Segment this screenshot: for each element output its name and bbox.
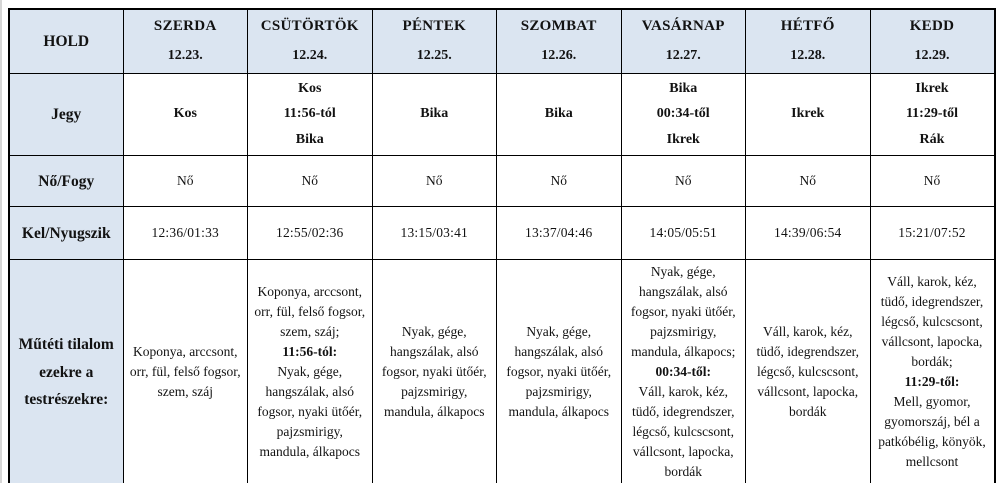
body-parts-text: Koponya, arccsont, orr, fül, felső fogsor, szem, száj; [254, 284, 366, 340]
row-kel-nyugszik [9, 207, 995, 260]
cell-nofogy-pentek: Nő [372, 156, 497, 207]
cell-muteti-szombat [497, 260, 622, 483]
day-name: SZERDA [153, 18, 217, 35]
cell-muteti-vasarnap [621, 260, 746, 483]
row-label-no-fogy: Nő/Fogy [9, 156, 123, 207]
cell-muteti-hetfo [746, 260, 871, 483]
day-date: 12.28. [790, 48, 826, 64]
cell-jegy-csutortok [248, 73, 373, 156]
zodiac-change-time: 11:56-tól [283, 106, 336, 122]
header-cell-szombat [497, 9, 622, 73]
body-parts-text: Nyak, gége, hangszálak, alsó fogsor, nyaki ütőér, pajzsmirigy, mandula, álkapocs [257, 364, 363, 460]
day-date: 12.25. [416, 48, 452, 64]
header-cell-vasarnap [621, 9, 746, 73]
cell-nofogy-csutortok: Nő [248, 156, 373, 207]
day-date: 12.23. [167, 48, 203, 64]
zodiac-value: Ikrek [915, 80, 949, 96]
cell-kel-kedd: 15:21/07:52 [870, 207, 995, 260]
change-time-text: 00:34-től: [655, 364, 711, 380]
zodiac-value: Kos [173, 106, 197, 122]
body-parts-text: Váll, karok, kéz, tüdő, idegrendszer, légcső, kulcscsont, vállcsont, lapocka, bordák [631, 384, 735, 480]
moon-calendar-table [8, 8, 996, 483]
day-name: CSÜTÖRTÖK [260, 18, 359, 35]
cell-jegy-pentek [372, 73, 497, 156]
cell-kel-hetfo: 14:39/06:54 [746, 207, 871, 260]
row-jegy [9, 73, 995, 156]
cell-jegy-kedd [870, 73, 995, 156]
zodiac-value: Bika [295, 132, 324, 148]
cell-nofogy-szombat: Nő [497, 156, 622, 207]
day-name: SZOMBAT [520, 18, 597, 35]
header-row [9, 9, 995, 73]
cell-nofogy-vasarnap: Nő [621, 156, 746, 207]
zodiac-value: Ikrek [791, 106, 825, 122]
day-date: 12.29. [914, 48, 950, 64]
zodiac-value: Ikrek [666, 132, 700, 148]
cell-kel-csutortok: 12:55/02:36 [248, 207, 373, 260]
cell-kel-vasarnap: 14:05/05:51 [621, 207, 746, 260]
cell-jegy-szerda [123, 73, 248, 156]
cell-jegy-vasarnap [621, 73, 746, 156]
change-time-text: 11:56-tól: [282, 344, 338, 360]
cell-muteti-kedd [870, 260, 995, 483]
zodiac-value: Rák [919, 132, 945, 148]
cell-kel-pentek: 13:15/03:41 [372, 207, 497, 260]
cell-nofogy-kedd: Nő [870, 156, 995, 207]
body-parts-text: Váll, karok, kéz, tüdő, idegrendszer, légcső, kulcscsont, vállcsont, lapocka, bordák; [880, 274, 984, 370]
cell-muteti-csutortok [248, 260, 373, 483]
body-parts-text: Koponya, arccsont, orr, fül, felső fogsor, szem, száj [129, 344, 241, 400]
cell-jegy-szombat [497, 73, 622, 156]
header-cell-csutortok [248, 9, 373, 73]
day-date: 12.26. [541, 48, 577, 64]
header-cell-hetfo [746, 9, 871, 73]
day-name: PÉNTEK [402, 18, 466, 35]
zodiac-value: Kos [298, 80, 322, 96]
row-label-jegy: Jegy [9, 73, 123, 156]
day-name: VASÁRNAP [641, 18, 725, 35]
row-label-muteti: Műtéti tilalom ezekre a testrészekre: [9, 260, 123, 483]
row-muteti-tilalom [9, 260, 995, 483]
cell-muteti-szerda [123, 260, 248, 483]
zodiac-change-time: 00:34-től [656, 106, 710, 122]
cell-jegy-hetfo [746, 73, 871, 156]
cell-kel-szombat: 13:37/04:46 [497, 207, 622, 260]
body-parts-text: Váll, karok, kéz, tüdő, idegrendszer, légcső, kulcscsont, vállcsont, lapocka, bordák [756, 324, 860, 420]
day-date: 12.27. [665, 48, 701, 64]
corner-cell-hold: HOLD [9, 9, 123, 73]
day-name: HÉTFŐ [780, 18, 835, 35]
day-date: 12.24. [292, 48, 328, 64]
day-name: KEDD [909, 18, 955, 35]
change-time-text: 11:29-től: [904, 374, 960, 390]
body-parts-text: Nyak, gége, hangszálak, alsó fogsor, nyaki ütőér, pajzsmirigy, mandula, álkapocs; [630, 264, 736, 360]
header-cell-pentek [372, 9, 497, 73]
row-no-fogy [9, 156, 995, 207]
cell-kel-szerda: 12:36/01:33 [123, 207, 248, 260]
zodiac-change-time: 11:29-től [905, 106, 959, 122]
row-label-kel-nyugszik: Kel/Nyugszik [9, 207, 123, 260]
body-parts-text: Mell, gyomor, gyomorszáj, bél a patkóbélig, könyök, mellcsont [878, 394, 986, 470]
cell-muteti-pentek [372, 260, 497, 483]
zodiac-value: Bika [544, 106, 573, 122]
zodiac-value: Bika [669, 80, 698, 96]
zodiac-value: Bika [420, 106, 449, 122]
body-parts-text: Nyak, gége, hangszálak, alsó fogsor, nyaki ütőér, pajzsmirigy, mandula, álkapocs [506, 324, 612, 420]
cell-nofogy-szerda: Nő [123, 156, 248, 207]
cell-nofogy-hetfo: Nő [746, 156, 871, 207]
body-parts-text: Nyak, gége, hangszálak, alsó fogsor, nyaki ütőér, pajzsmirigy, mandula, álkapocs [381, 324, 487, 420]
header-cell-szerda [123, 9, 248, 73]
header-cell-kedd [870, 9, 995, 73]
